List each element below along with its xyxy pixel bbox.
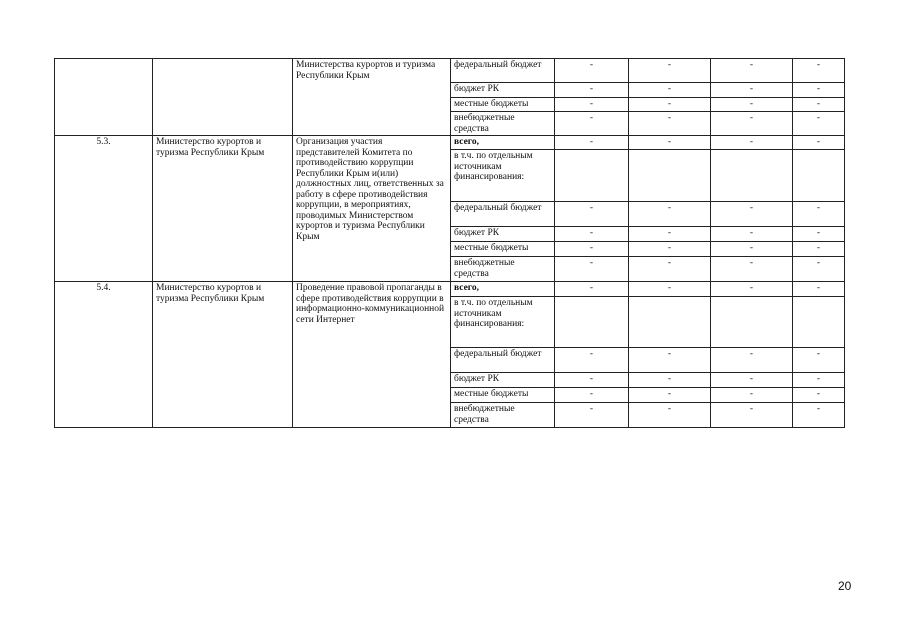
funding-value-cell: - [793, 59, 845, 83]
activity-cell: Проведение правовой пропаганды в сфере противодействия коррупции в информационно-коммуникационной сети Интернет [293, 282, 451, 428]
funding-value-cell: - [629, 83, 711, 98]
funding-value-cell: - [555, 112, 629, 136]
funding-value-cell: - [629, 348, 711, 373]
funding-value-cell [629, 297, 711, 348]
funding-value-cell [793, 150, 845, 202]
funding-value-cell: - [793, 403, 845, 428]
funding-source-label: федеральный бюджет [451, 59, 555, 83]
funding-source-label: всего, [451, 136, 555, 150]
funding-source-label: в т.ч. по отдельным источникам финансирования: [451, 150, 555, 202]
funding-source-label: внебюджетные средства [451, 257, 555, 282]
funding-source-label: в т.ч. по отдельным источникам финансирования: [451, 297, 555, 348]
funding-value-cell: - [555, 227, 629, 242]
funding-source-label: внебюджетные средства [451, 112, 555, 136]
funding-value-cell: - [555, 348, 629, 373]
funding-value-cell [711, 150, 793, 202]
funding-value-cell: - [711, 388, 793, 403]
funding-value-cell: - [629, 59, 711, 83]
funding-value-cell: - [629, 227, 711, 242]
funding-source-label: внебюджетные средства [451, 403, 555, 428]
funding-value-cell: - [629, 257, 711, 282]
funding-value-cell [555, 150, 629, 202]
funding-value-cell: - [793, 348, 845, 373]
funding-value-cell: - [555, 257, 629, 282]
table-row [55, 59, 845, 83]
funding-value-cell: - [555, 83, 629, 98]
funding-source-label: бюджет РК [451, 373, 555, 388]
funding-source-label: федеральный бюджет [451, 202, 555, 227]
funding-value-cell: - [711, 202, 793, 227]
funding-value-cell: - [555, 59, 629, 83]
funding-value-cell: - [629, 112, 711, 136]
funding-value-cell: - [555, 242, 629, 257]
funding-value-cell: - [629, 136, 711, 150]
budget-table [54, 58, 845, 428]
funding-value-cell: - [555, 136, 629, 150]
table-row [55, 136, 845, 150]
funding-value-cell: - [793, 83, 845, 98]
funding-source-label: местные бюджеты [451, 388, 555, 403]
funding-value-cell: - [793, 227, 845, 242]
funding-value-cell: - [711, 257, 793, 282]
activity-cell: Министерства курортов и туризма Республики Крым [293, 59, 451, 136]
funding-value-cell: - [793, 257, 845, 282]
funding-value-cell: - [711, 403, 793, 428]
row-number [55, 59, 153, 136]
funding-value-cell: - [555, 98, 629, 112]
funding-value-cell: - [711, 242, 793, 257]
funding-value-cell [793, 297, 845, 348]
funding-source-label: федеральный бюджет [451, 348, 555, 373]
funding-value-cell [629, 150, 711, 202]
funding-value-cell: - [711, 112, 793, 136]
executor-cell: Министерство курортов и туризма Республики Крым [153, 136, 293, 282]
funding-value-cell: - [629, 403, 711, 428]
page-number: 20 [838, 579, 852, 593]
funding-value-cell: - [793, 373, 845, 388]
funding-value-cell [555, 297, 629, 348]
executor-cell: Министерство курортов и туризма Республики Крым [153, 282, 293, 428]
funding-value-cell: - [793, 388, 845, 403]
funding-value-cell: - [711, 59, 793, 83]
funding-value-cell: - [793, 202, 845, 227]
table-row [55, 282, 845, 297]
table-body [55, 59, 845, 428]
funding-source-label: бюджет РК [451, 83, 555, 98]
funding-value-cell: - [629, 373, 711, 388]
funding-value-cell: - [793, 282, 845, 297]
funding-value-cell: - [629, 282, 711, 297]
funding-value-cell: - [793, 136, 845, 150]
funding-value-cell: - [555, 282, 629, 297]
executor-cell [153, 59, 293, 136]
funding-source-label: всего, [451, 282, 555, 297]
funding-value-cell: - [711, 373, 793, 388]
funding-value-cell: - [711, 227, 793, 242]
funding-value-cell [711, 297, 793, 348]
funding-source-label: местные бюджеты [451, 98, 555, 112]
funding-source-label: бюджет РК [451, 227, 555, 242]
funding-value-cell: - [711, 83, 793, 98]
funding-value-cell: - [555, 403, 629, 428]
funding-value-cell: - [793, 112, 845, 136]
funding-value-cell: - [629, 388, 711, 403]
funding-value-cell: - [555, 373, 629, 388]
funding-value-cell: - [793, 98, 845, 112]
funding-value-cell: - [711, 98, 793, 112]
activity-cell: Организация участия представителей Комитета по противодействию коррупции Республики Крым и(или) должностных лиц, ответственных за работу в сфере противодействия коррупции, в мероприятиях, проводимых Министерством курортов и туризма Республики Крым [293, 136, 451, 282]
funding-value-cell: - [555, 388, 629, 403]
funding-value-cell: - [711, 348, 793, 373]
funding-value-cell: - [711, 282, 793, 297]
funding-source-label: местные бюджеты [451, 242, 555, 257]
funding-value-cell: - [629, 202, 711, 227]
funding-value-cell: - [629, 242, 711, 257]
funding-value-cell: - [711, 136, 793, 150]
row-number: 5.3. [55, 136, 153, 282]
row-number: 5.4. [55, 282, 153, 428]
funding-value-cell: - [629, 98, 711, 112]
funding-value-cell: - [793, 242, 845, 257]
funding-value-cell: - [555, 202, 629, 227]
